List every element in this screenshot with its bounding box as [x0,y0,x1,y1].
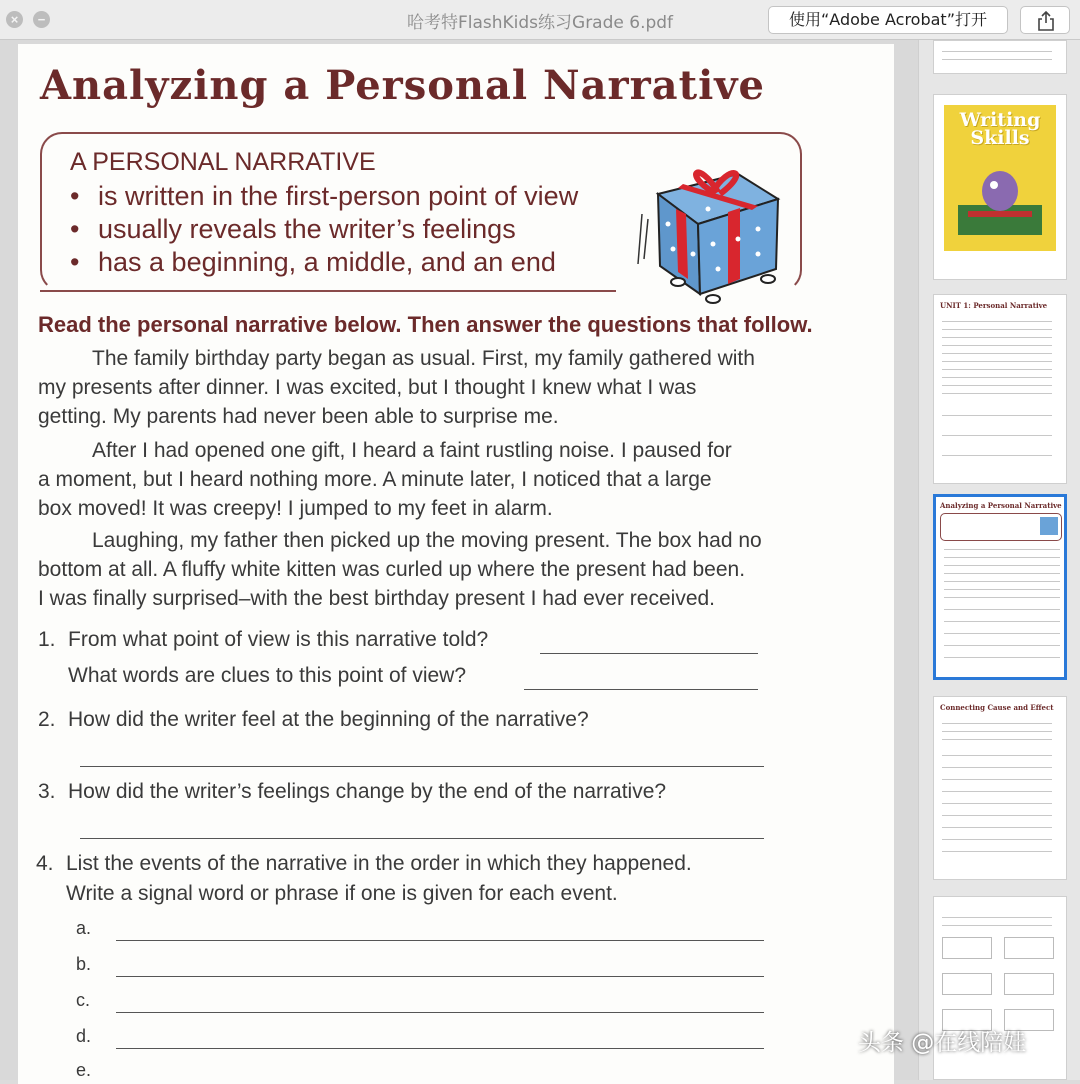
narrative-line: a moment, but I heard nothing more. A minute later, I noticed that a large [38,468,712,491]
book-cover-thumbnail [944,105,1056,251]
event-label: d. [76,1026,92,1046]
definition-bullet: • usually reveals the writer’s feelings [70,214,516,244]
narrative-line: box moved! It was creepy! I jumped to my feet in alarm. [38,497,553,520]
narrative-line: The family birthday party began as usual. First, my family gathered with [92,347,755,370]
event-label: b. [76,954,92,974]
event-label: c. [76,990,91,1010]
question-number: 2. [38,708,56,731]
narrative-line: After I had opened one gift, I heard a faint rustling noise. I paused for [92,439,732,462]
narrative-paragraph [38,344,808,431]
answer-line [116,1048,764,1049]
thumbnail-title: Connecting Cause and Effect [940,703,1054,712]
event-label: a. [76,918,92,938]
answer-line [80,838,764,839]
gift-icon [1040,517,1058,535]
title-bar [0,0,1080,40]
close-window-icon[interactable]: × [6,11,23,28]
page-title: Analyzing a Personal Narrative [40,62,765,109]
cover-title: Writing Skills [959,109,1041,149]
page-thumbnail-selected[interactable] [933,494,1067,680]
narrative-line: my presents after dinner. I was excited, but I thought I knew what I was [38,376,697,399]
narrative-line: bottom at all. A fluffy white kitten was curled up where the present had been. [38,558,746,581]
question-2: How did the writer feel at the beginning of the narrative? [68,708,589,731]
thumbnail-title: Analyzing a Personal Narrative [940,501,1062,510]
narrative-line: Laughing, my father then picked up the moving present. The box had no [92,529,762,552]
answer-line [116,976,764,977]
narrative-line: I was finally surprised–with the best birthday present I had ever received. [38,587,716,610]
definition-box-border [40,290,616,292]
thumbnail-sidebar[interactable] [918,40,1080,1080]
narrative-line: getting. My parents had never been able to surprise me. [38,405,559,428]
answer-line [80,766,764,767]
question-3: How did the writer’s feelings change by the end of the narrative? [68,780,667,803]
question-number: 4. [36,852,54,875]
page-thumbnail[interactable] [933,94,1067,280]
share-button[interactable] [1020,6,1070,34]
cover-illustration [958,155,1042,235]
document-title: 哈考特FlashKids练习Grade 6.pdf [406,13,674,33]
event-label: e. [76,1060,92,1080]
page-thumbnail[interactable] [933,696,1067,880]
question-4-line-2: Write a signal word or phrase if one is given for each event. [66,882,618,905]
question-1: From what point of view is this narrative told? [68,628,489,651]
minimize-window-icon[interactable]: − [33,11,50,28]
answer-line [540,653,758,654]
definition-bullet: • has a beginning, a middle, and an end [70,247,556,277]
pdf-page [18,44,894,1084]
share-icon [1037,11,1055,31]
open-with-acrobat-button[interactable]: 使用“Adobe Acrobat”打开 [768,6,1008,34]
narrative-paragraph [38,436,808,523]
question-1b: What words are clues to this point of view? [68,664,467,687]
document-viewer[interactable] [0,40,918,1080]
page-thumbnail[interactable] [933,40,1067,74]
question-4-line-1: List the events of the narrative in the order in which they happened. [66,852,692,875]
definition-list [70,180,578,279]
answer-line [116,940,764,941]
definition-bullet: • is written in the first-person point of view [70,181,579,211]
page-thumbnail[interactable] [933,294,1067,484]
watermark: 头条 @在线陪娃 [858,1030,1027,1056]
answer-line [524,689,758,690]
question-number: 1. [38,628,56,651]
narrative-paragraph [38,526,808,613]
moving-present-illustration [628,154,798,304]
instructions: Read the personal narrative below. Then answer the questions that follow. [38,312,813,337]
definition-heading: A PERSONAL NARRATIVE [70,148,376,176]
thumbnail-title: UNIT 1: Personal Narrative [940,301,1048,310]
answer-line [116,1012,764,1013]
question-number: 3. [38,780,56,803]
